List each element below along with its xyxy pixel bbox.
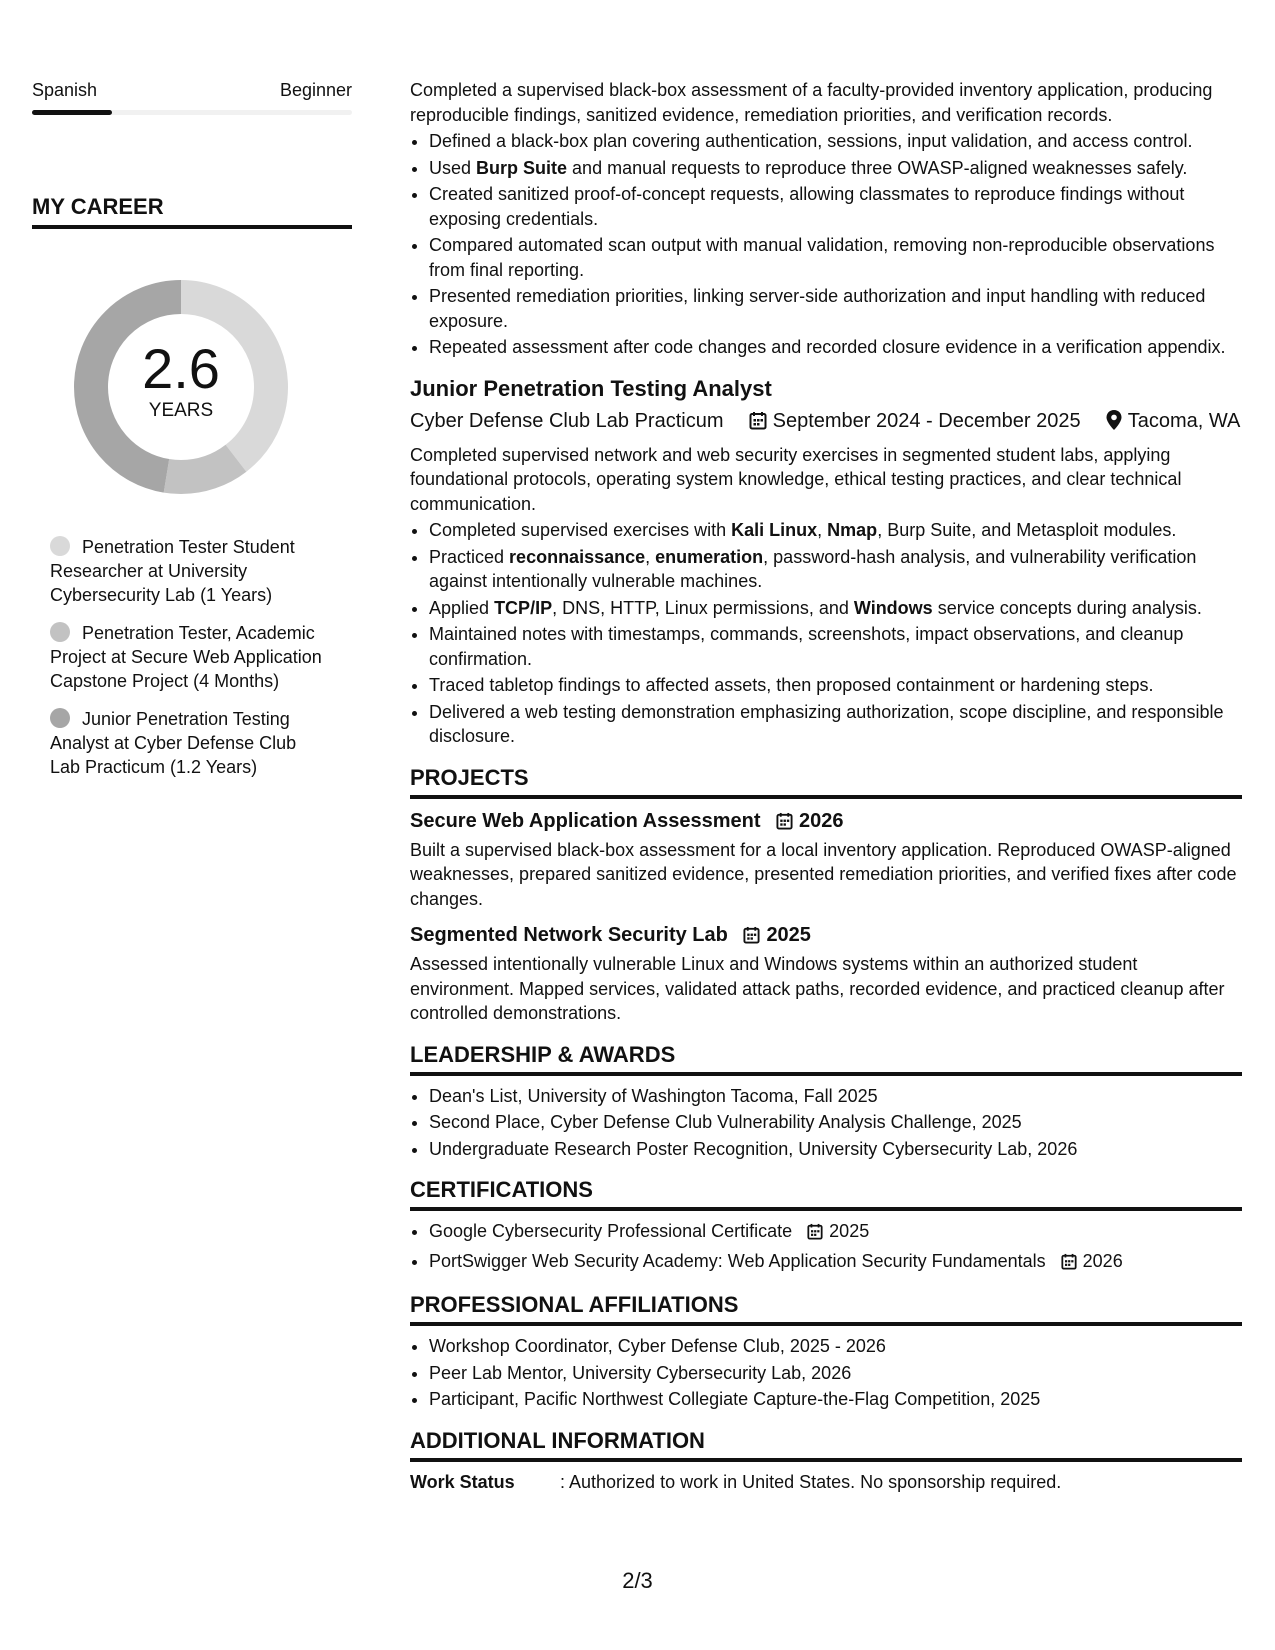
list-item: • Peer Lab Mentor, University Cybersecurity Lab, 2026	[429, 1361, 1242, 1386]
leadership-section-title: LEADERSHIP & AWARDS	[410, 1040, 1242, 1076]
certification-year: 2025	[829, 1221, 870, 1241]
calendar-icon	[749, 409, 767, 439]
previous-job-summary: Completed a supervised black-box assessment of a faculty-provided inventory application, producing reproducible findings, sanitized evidence, remediation priorities, and verification records.	[410, 80, 1213, 125]
project-year: 2025	[766, 924, 811, 946]
page-number: 2/3	[622, 1568, 653, 1593]
job-title: Junior Penetration Testing Analyst	[410, 375, 772, 401]
certifications-list	[410, 1219, 1242, 1276]
legend-dot	[50, 622, 70, 642]
legend-item	[50, 707, 330, 779]
career-legend	[50, 535, 330, 779]
bold-keyword: Nmap	[827, 520, 878, 540]
list-item: • Maintained notes with timestamps, commands, screenshots, impact observations, and cleanup confirmation.	[429, 622, 1242, 671]
project-description: Built a supervised black-box assessment for a local inventory application. Reproduced OWASP-aligned weaknesses, prepared sanitized evidence, presented remediation priorities, and verified fixes after code changes.	[410, 839, 1237, 909]
language-name: Spanish	[32, 80, 98, 100]
legend-item	[50, 535, 330, 607]
list-item: • Completed supervised exercises with Kali Linux, Nmap, Burp Suite, and Metasploit modules.	[429, 518, 1242, 543]
work-status-value: : Authorized to work in United States. No sponsorship required.	[560, 1471, 1062, 1492]
certifications-section-title: CERTIFICATIONS	[410, 1175, 1242, 1211]
list-item: • Second Place, Cyber Defense Club Vulnerability Analysis Challenge, 2025	[429, 1110, 1242, 1135]
certification-year: 2026	[1082, 1250, 1123, 1271]
language-level: Beginner	[279, 80, 352, 100]
certification-name: PortSwigger Web Security Academy: Web Application Security Fundamentals	[429, 1250, 1046, 1271]
list-item: • Repeated assessment after code changes and recorded closure evidence in a verification appendix.	[429, 335, 1242, 360]
calendar-icon	[1061, 1252, 1077, 1277]
project-item	[410, 921, 1242, 1026]
bold-keyword: reconnaissance	[509, 546, 646, 567]
bold-keyword: Kali Linux	[731, 520, 818, 540]
list-item: • Created sanitized proof-of-concept requests, allowing classmates to reproduce findings without exposing credentials.	[429, 182, 1242, 231]
project-title	[410, 807, 1242, 838]
career-section-title: MY CAREER	[32, 193, 352, 229]
list-item	[429, 1219, 1242, 1247]
projects-section-title: PROJECTS	[410, 763, 1242, 799]
leadership-list	[410, 1084, 1242, 1162]
bold-keyword: TCP/IP	[494, 597, 553, 618]
calendar-icon	[743, 924, 760, 952]
list-item: • Delivered a web testing demonstration emphasizing authorization, scope discipline, and responsible disclosure.	[429, 700, 1242, 749]
bold-keyword: enumeration	[655, 546, 764, 567]
bold-keyword: Windows	[853, 597, 933, 618]
list-item: • Traced tabletop findings to affected assets, then proposed containment or hardening steps.	[429, 673, 1242, 698]
project-name: Segmented Network Security Lab	[410, 924, 728, 946]
legend-text: Penetration Tester, Academic Project at Secure Web Application Capstone Project (4 Months)	[50, 623, 322, 691]
project-name: Secure Web Application Assessment	[410, 809, 761, 832]
affiliations-section-title: PROFESSIONAL AFFILIATIONS	[410, 1290, 1242, 1326]
calendar-icon	[807, 1222, 823, 1247]
work-status-label: Work Status	[410, 1471, 515, 1492]
list-item: • Defined a black-box plan covering authentication, sessions, input validation, and access control.	[429, 129, 1242, 154]
job-location: Tacoma, WA	[1127, 409, 1241, 432]
list-item: • Dean's List, University of Washington Tacoma, Fall 2025	[429, 1084, 1242, 1109]
language-row	[32, 78, 352, 102]
affiliations-list	[410, 1334, 1242, 1412]
list-item: • Compared automated scan output with manual validation, removing non-reproducible observations from final reporting.	[429, 233, 1242, 282]
location-pin-icon	[1106, 409, 1122, 439]
job-bullets	[410, 518, 1242, 749]
list-item: • Participant, Pacific Northwest Collegiate Capture-the-Flag Competition, 2025	[429, 1387, 1242, 1412]
project-item	[410, 807, 1242, 912]
list-item	[429, 1249, 1242, 1277]
work-status-row	[410, 1470, 1242, 1494]
list-item: • Undergraduate Research Poster Recognition, University Cybersecurity Lab, 2026	[429, 1137, 1242, 1162]
legend-text: Junior Penetration Testing Analyst at Cyber Defense Club Lab Practicum (1.2 Years)	[50, 709, 297, 777]
job-meta	[410, 406, 1242, 439]
language-proficiency-fill	[32, 110, 112, 115]
legend-text: Penetration Tester Student Researcher at University Cybersecurity Lab (1 Years)	[50, 537, 295, 605]
list-item: • Used Burp Suite and manual requests to reproduce three OWASP-aligned weaknesses safely.	[429, 156, 1242, 181]
calendar-icon	[776, 810, 793, 838]
main-content	[410, 78, 1242, 1494]
legend-item	[50, 621, 330, 693]
career-donut-chart	[65, 271, 297, 503]
certification-name: Google Cybersecurity Professional Certificate	[429, 1221, 793, 1241]
list-item: • Applied TCP/IP, DNS, HTTP, Linux permissions, and Windows service concepts during analysis.	[429, 596, 1242, 621]
donut-unit: YEARS	[148, 400, 214, 421]
list-item: • Workshop Coordinator, Cyber Defense Club, 2025 - 2026	[429, 1334, 1242, 1359]
language-proficiency-bar	[32, 110, 352, 115]
job-summary: Completed supervised network and web security exercises in segmented student labs, applying foundational protocols, operating system knowledge, ethical testing practices, and clear technical communication.	[410, 444, 1182, 514]
donut-center	[65, 271, 297, 503]
sidebar	[32, 78, 352, 793]
legend-dot	[50, 708, 70, 728]
bold-keyword: Burp Suite	[476, 157, 568, 178]
previous-job-bullets	[410, 129, 1242, 360]
list-item: • Presented remediation priorities, linking server-side authorization and input handling with reduced exposure.	[429, 284, 1242, 333]
donut-total: 2.6	[142, 337, 220, 400]
project-description: Assessed intentionally vulnerable Linux and Windows systems within an authorized student environment. Mapped services, validated attack paths, recorded evidence, and practiced cleanup after controlled demonstrations.	[410, 954, 1225, 1023]
job-organization: Cyber Defense Club Lab Practicum	[410, 409, 724, 432]
list-item: • Practiced reconnaissance, enumeration, password-hash analysis, and vulnerability verification against intentionally vulnerable machines.	[429, 545, 1242, 594]
job-dates: September 2024 - December 2025	[772, 409, 1081, 432]
project-year: 2026	[799, 809, 844, 832]
legend-dot	[50, 536, 70, 556]
additional-info-section-title: ADDITIONAL INFORMATION	[410, 1426, 1242, 1462]
project-title	[410, 921, 1242, 952]
